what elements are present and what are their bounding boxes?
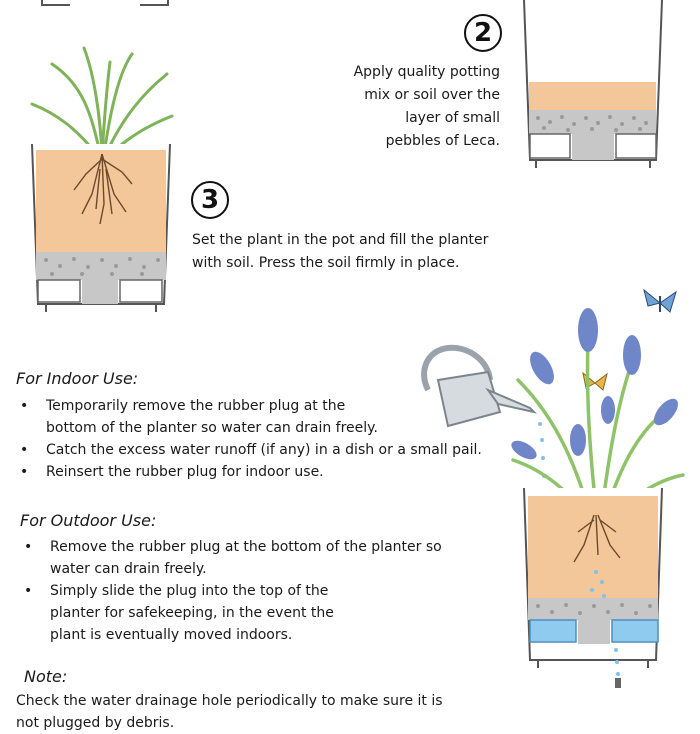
step-3-text: [192, 229, 512, 275]
step-2-text: [300, 61, 500, 153]
step-2-line: layer of small: [405, 110, 500, 126]
outdoor-use-heading: For Outdoor Use:: [20, 511, 157, 530]
plant-in-pot-illustration: [22, 44, 177, 319]
indoor-use-list: [16, 395, 516, 483]
step-2-badge: 2: [464, 14, 502, 52]
pot-soil-layer-illustration: [516, 0, 666, 175]
partial-pot-top-edge: [40, 0, 170, 8]
list-item: • Simply slide the plug into the top of the planter for safekeeping, in the event the plant is eventually moved indoors.: [20, 580, 490, 646]
step-2-line: Apply quality potting: [353, 64, 500, 80]
list-item: • Reinsert the rubber plug for indoor use.: [16, 461, 516, 483]
list-item: • Catch the excess water runoff (if any) in a dish or a small pail.: [16, 439, 516, 461]
step-2-line: pebbles of Leca.: [385, 133, 500, 149]
outdoor-use-list: [20, 536, 490, 646]
step-3-line: Set the plant in the pot and fill the planter: [192, 232, 489, 248]
step-3-line: with soil. Press the soil firmly in place.: [192, 255, 460, 271]
step-2-line: mix or soil over the: [364, 87, 500, 103]
list-item: • Remove the rubber plug at the bottom of the planter so water can drain freely.: [20, 536, 490, 580]
step-3-badge: 3: [191, 181, 229, 219]
note-text: Check the water drainage hole periodically to make sure it is not plugged by debris.: [16, 693, 443, 731]
list-item: • Temporarily remove the rubber plug at the bottom of the planter so water can drain freely.: [16, 395, 516, 439]
note-heading: Note:: [24, 667, 68, 686]
indoor-use-heading: For Indoor Use:: [16, 369, 139, 388]
